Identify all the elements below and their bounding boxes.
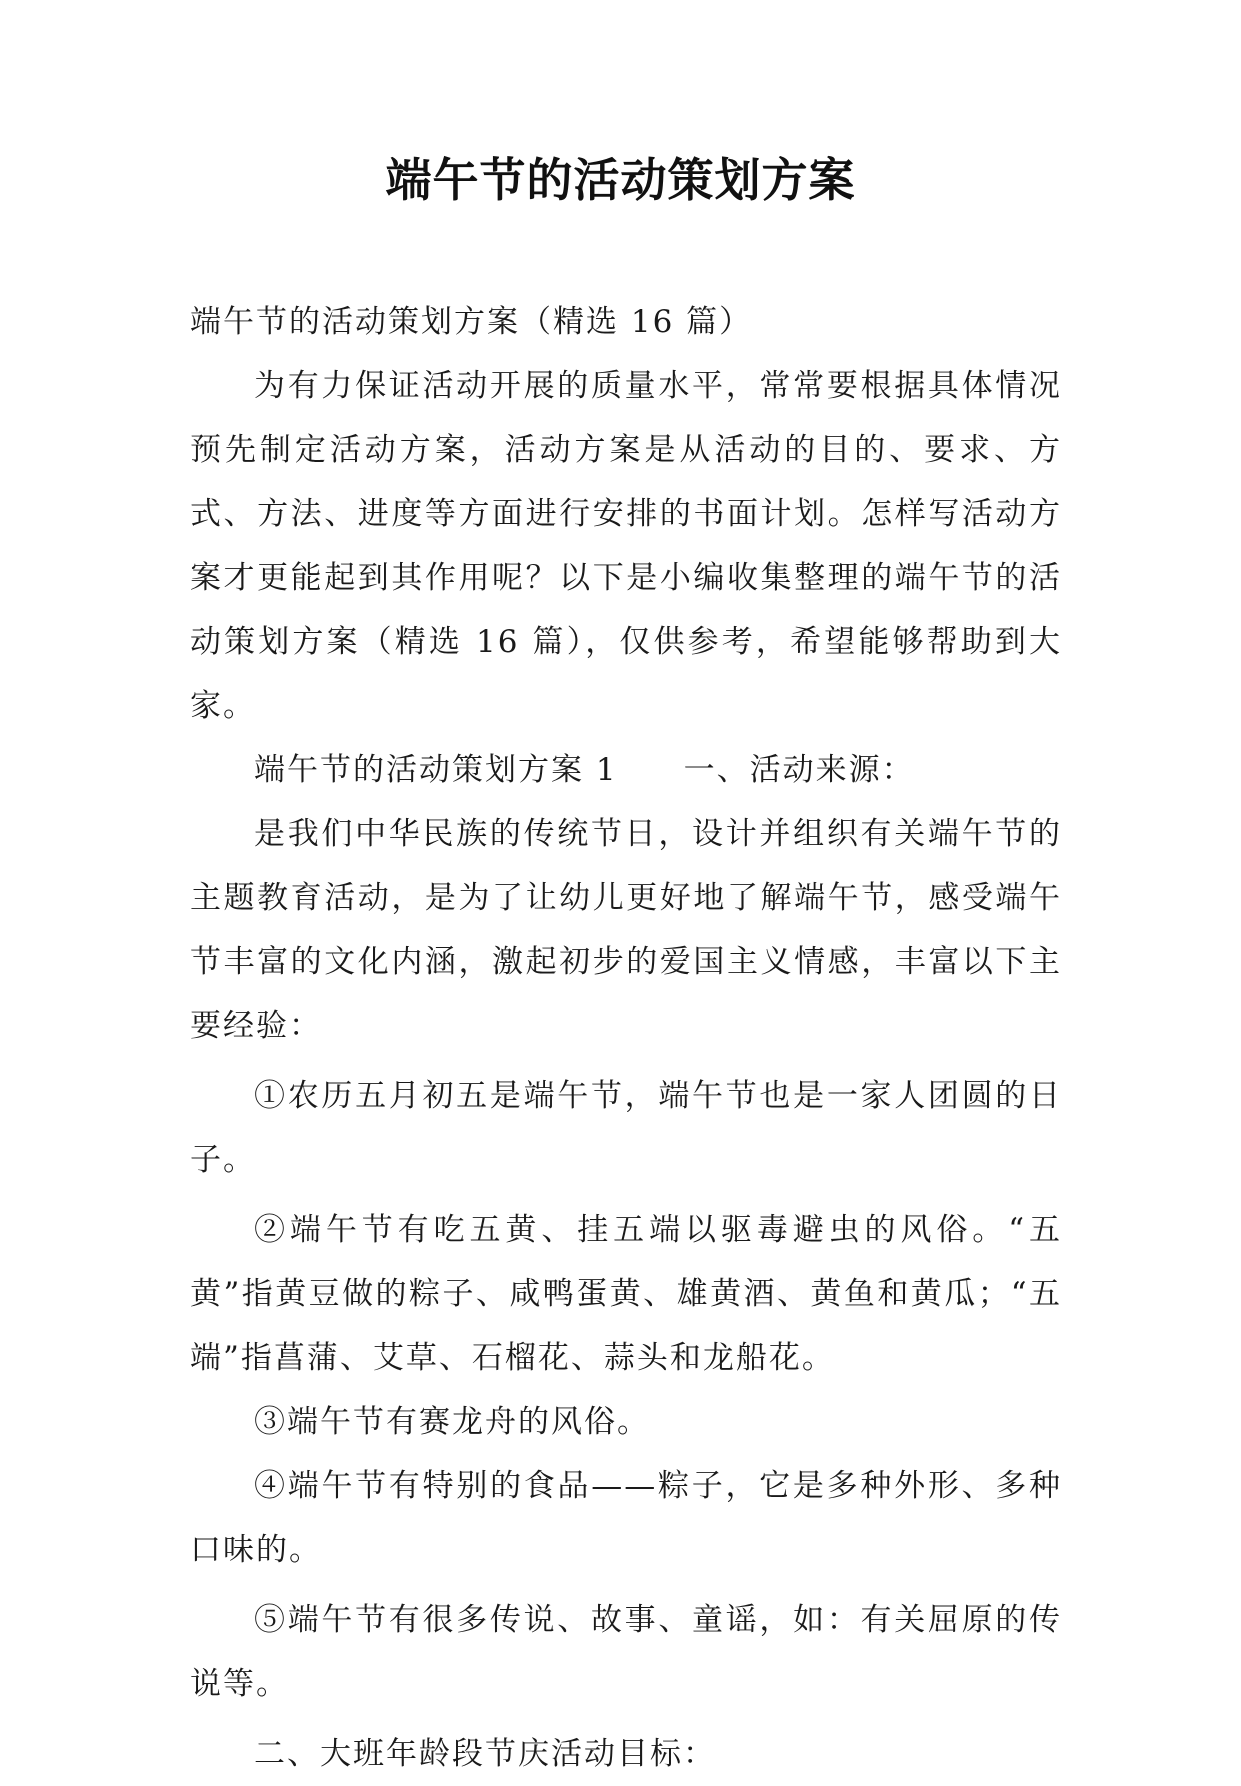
document-title: 端午节的活动策划方案 [385, 153, 856, 207]
list-item-4: ④端午节有特别的食品——粽子，它是多种外形、多种口味的。 [190, 1468, 1062, 1568]
list-item-3: ③端午节有赛龙舟的风俗。 [254, 1404, 650, 1440]
intro-paragraph: 为有力保证活动开展的质量水平，常常要根据具体情况预先制定活动方案，活动方案是从活动的目的、要求、方式、方法、进度等方面进行安排的书面计划。怎样写活动方案才更能起到其作用呢？以下是小编收集整理的端午节的活动策划方案（精选 16 篇），仅供参考，希望能够帮助到大家。 [190, 368, 1062, 724]
document-body [190, 290, 1062, 1786]
activity-source-paragraph: 是我们中华民族的传统节日，设计并组织有关端午节的主题教育活动，是为了让幼儿更好地了解端午节，感受端午节丰富的文化内涵，激起初步的爱国主义情感，丰富以下主要经验： [190, 816, 1062, 1044]
list-item-5: ⑤端午节有很多传说、故事、童谣，如：有关屈原的传说等。 [190, 1602, 1062, 1702]
section-heading-2: 二、大班年龄段节庆活动目标： [254, 1736, 716, 1772]
plan-heading-paragraph: 端午节的活动策划方案 1 一、活动来源： [254, 752, 915, 788]
subtitle-paragraph: 端午节的活动策划方案（精选 16 篇） [190, 304, 753, 340]
list-item-1: ①农历五月初五是端午节，端午节也是一家人团圆的日子。 [190, 1078, 1062, 1178]
list-item-2: ②端午节有吃五黄、挂五端以驱毒避虫的风俗。“五黄”指黄豆做的粽子、咸鸭蛋黄、雄黄酒、黄鱼和黄瓜；“五端”指菖蒲、艾草、石榴花、蒜头和龙船花。 [190, 1212, 1062, 1376]
